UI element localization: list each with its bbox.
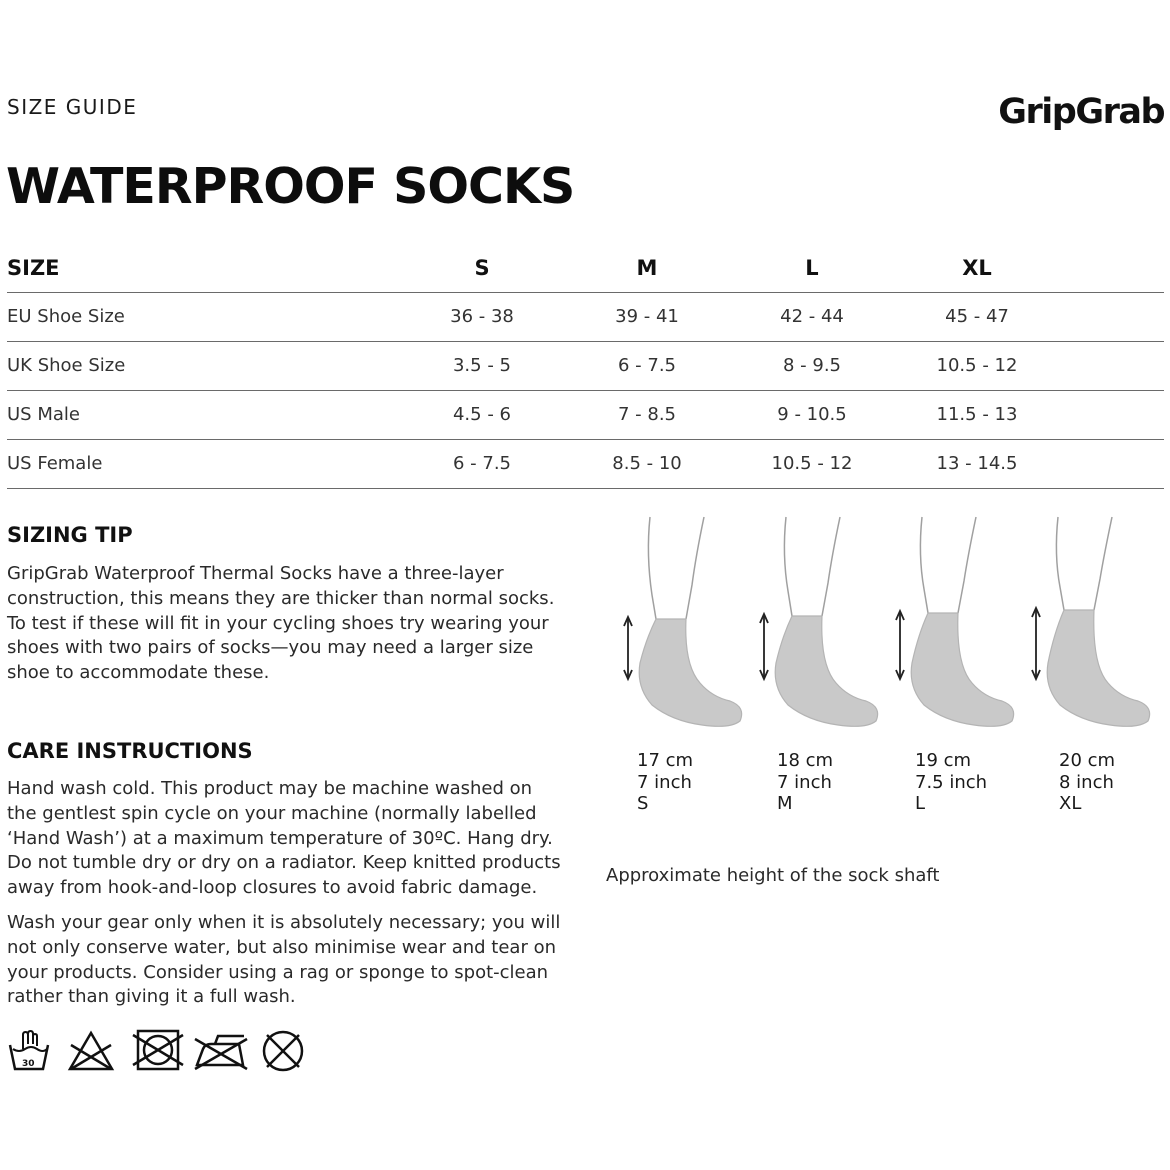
text-line: rather than giving it a full wash. [7,986,296,1008]
text-line: To test if these will fit in your cycling shoes try wearing your [7,612,549,634]
text-line: Wash your gear only when it is absolutely necessary; you will [7,912,561,933]
sizing-tip-heading: SIZING TIP [7,523,133,547]
column-header: L [805,256,819,280]
sock-shape [911,613,1013,726]
table-cell: 11.5 - 13 [936,404,1018,425]
leg-outline [686,517,704,619]
text-line: GripGrab Waterproof Thermal Socks have a three-layer [7,563,504,584]
text-line: construction, this means they are thicker than normal socks. [7,587,555,609]
table-cell: 8 - 9.5 [782,355,842,376]
svg-text:30: 30 [22,1059,35,1069]
row-label: EU Shoe Size [7,306,125,327]
leg-outline [1056,517,1064,610]
sock-shape [1047,610,1149,726]
leg-outline [784,517,792,616]
row-label: US Female [7,453,103,474]
text-line: not only conserve water, but also minimise wear and tear on [7,936,556,958]
hand-wash-30-icon [7,1027,51,1073]
shaft-measure-xl [1059,750,1115,815]
table-cell: 9 - 10.5 [777,404,847,425]
table-cell: 3.5 - 5 [452,355,512,376]
measure-inch: 7 inch [777,771,832,793]
measure-inch: 7.5 inch [915,771,988,793]
page-title: WATERPROOF SOCKS [6,158,575,215]
text-line: shoes with two pairs of socks—you may need a larger size [7,637,534,659]
row-label: UK Shoe Size [7,355,126,376]
table-cell: 6 - 7.5 [452,453,512,474]
measure-cm: 17 cm [637,750,694,771]
care-instructions-text [7,777,567,901]
sock-shaft-caption: Approximate height of the sock shaft [606,865,940,886]
sock-shape [639,619,741,726]
text-line: Do not tumble dry or dry on a radiator. Keep knitted products [7,852,561,874]
care-conservation-text [7,911,567,1010]
table-cell: 6 - 7.5 [617,355,677,376]
text-line: your products. Consider using a rag or sponge to spot-clean [7,961,549,983]
column-header: XL [962,256,992,280]
table-cell: 13 - 14.5 [936,453,1018,474]
text-line: Hand wash cold. This product may be machine washed on [7,778,533,799]
table-cell: 39 - 41 [615,306,679,327]
table-cell: 10.5 - 12 [771,453,853,474]
sock-shape [775,616,877,726]
measure-inch: 7 inch [637,771,692,793]
table-cell: 36 - 38 [450,306,514,327]
measure-cm: 20 cm [1059,750,1116,771]
table-row [7,342,1164,391]
measure-cm: 19 cm [915,750,972,771]
text-line: ‘Hand Wash’) at a maximum temperature of 30ºC. Hang dry. [7,827,553,849]
sock-illustration-m [748,515,888,739]
size-guide-label: SIZE GUIDE [7,95,138,119]
shaft-measure-m [777,750,833,815]
table-cell: 45 - 47 [945,306,1009,327]
row-label: US Male [7,404,80,425]
table-row [7,391,1164,440]
leg-outline [822,517,840,616]
measure-size: XL [1059,793,1082,814]
leg-outline [648,517,656,619]
column-header: M [636,256,658,280]
table-cell: 10.5 - 12 [936,355,1018,376]
do-not-bleach-icon [67,1027,115,1073]
table-row [7,293,1164,342]
table-row [7,440,1164,489]
text-line: the gentlest spin cycle on your machine (normally labelled [7,802,537,824]
leg-outline [920,517,928,613]
do-not-iron-icon [191,1027,251,1073]
text-line: away from hook-and-loop closures to avoid fabric damage. [7,877,538,899]
sock-illustration-l [884,515,1024,739]
table-header-row [7,248,1164,293]
table-cell: 7 - 8.5 [617,404,677,425]
column-header: S [474,256,490,280]
measure-size: M [777,793,793,814]
leg-outline [1094,517,1112,610]
table-cell: 42 - 44 [780,306,844,327]
measure-size: S [637,793,649,814]
table-cell: 8.5 - 10 [612,453,682,474]
table-cell: 4.5 - 6 [452,404,512,425]
leg-outline [958,517,976,613]
column-header: SIZE [7,256,60,280]
care-instructions-heading: CARE INSTRUCTIONS [7,739,253,763]
shaft-measure-l [915,750,987,815]
shaft-measure-s [637,750,693,815]
sizing-tip-text [7,562,567,686]
sock-illustration-xl [1020,515,1165,739]
measure-size: L [915,793,926,814]
brand-logo: GripGrab [998,92,1164,132]
sock-illustration-s [612,515,752,739]
measure-cm: 18 cm [777,750,834,771]
size-table [7,248,1164,489]
measure-inch: 8 inch [1059,771,1114,793]
do-not-dry-clean-icon [259,1027,307,1075]
do-not-tumble-dry-icon [131,1027,185,1073]
text-line: shoe to accommodate these. [7,662,270,684]
